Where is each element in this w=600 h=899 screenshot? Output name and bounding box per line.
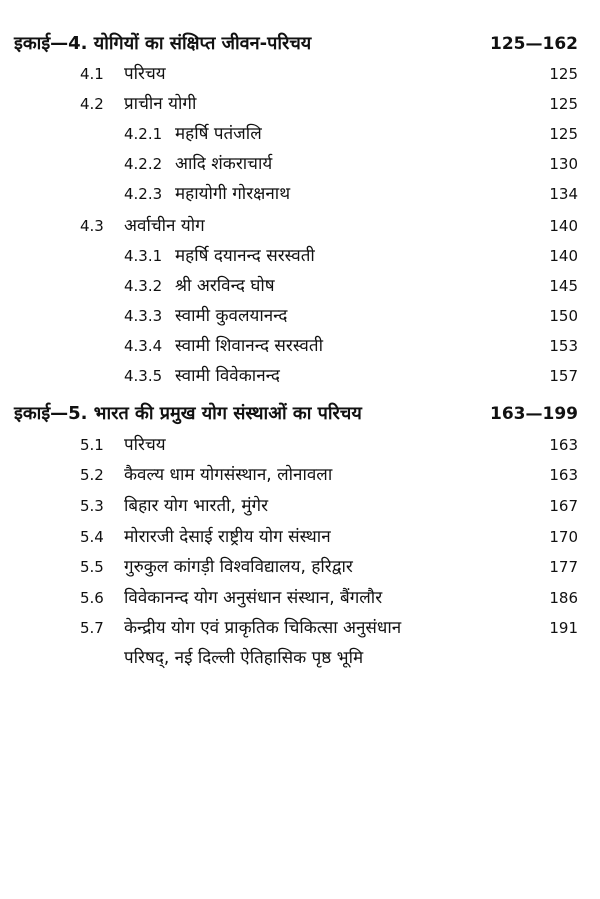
entry-title: विवेकानन्द योग अनुसंधान संस्थान, बैंगलौर xyxy=(124,588,383,608)
toc-entry xyxy=(0,492,600,520)
entry-page: 140 xyxy=(549,217,578,235)
entry-number: 4.1 xyxy=(80,65,104,83)
toc-subentry xyxy=(0,302,600,330)
entry-number: 5.5 xyxy=(80,558,104,576)
unit-title: इकाई—5. भारत की प्रमुख योग संस्थाओं का परिचय xyxy=(14,403,362,424)
toc-subentry xyxy=(0,272,600,300)
entry-number: 4.3.3 xyxy=(124,307,163,325)
toc-entry xyxy=(0,212,600,240)
unit-4-heading xyxy=(0,30,600,58)
entry-page: 186 xyxy=(549,589,578,607)
entry-page: 125 xyxy=(549,125,578,143)
toc-subentry xyxy=(0,150,600,178)
entry-page: 125 xyxy=(549,95,578,113)
entry-title: मोरारजी देसाई राष्ट्रीय योग संस्थान xyxy=(124,527,331,547)
entry-number: 4.3.4 xyxy=(124,337,163,355)
entry-page: 130 xyxy=(549,155,578,173)
unit-page-range: 163—199 xyxy=(490,404,578,424)
entry-number: 5.6 xyxy=(80,589,104,607)
entry-number: 4.2.2 xyxy=(124,155,163,173)
entry-number: 5.3 xyxy=(80,497,104,515)
unit-title: इकाई—4. योगियों का संक्षिप्त जीवन-परिचय xyxy=(14,33,312,54)
entry-page: 150 xyxy=(549,307,578,325)
entry-number: 4.2 xyxy=(80,95,104,113)
entry-number: 4.3.1 xyxy=(124,247,163,265)
entry-title: स्वामी शिवानन्द सरस्वती xyxy=(175,336,323,356)
unit-5-heading xyxy=(0,400,600,428)
toc-subentry xyxy=(0,362,600,390)
toc-entry xyxy=(0,523,600,551)
entry-title: कैवल्य धाम योगसंस्थान, लोनावला xyxy=(124,465,333,485)
entry-title: अर्वाचीन योग xyxy=(124,216,205,236)
entry-title: बिहार योग भारती, मुंगेर xyxy=(124,496,269,516)
entry-title: परिचय xyxy=(124,64,166,84)
entry-title: स्वामी विवेकानन्द xyxy=(175,366,280,386)
entry-title-continuation: परिषद्, नई दिल्ली ऐतिहासिक पृष्ठ भूमि xyxy=(124,648,364,668)
entry-page: 191 xyxy=(549,619,578,637)
entry-title: स्वामी कुवलयानन्द xyxy=(175,306,288,326)
toc-entry xyxy=(0,461,600,489)
unit-page-range: 125—162 xyxy=(490,34,578,54)
toc-subentry xyxy=(0,180,600,208)
entry-page: 163 xyxy=(549,436,578,454)
toc-entry-continuation xyxy=(0,644,600,672)
entry-number: 4.3.5 xyxy=(124,367,163,385)
entry-page: 125 xyxy=(549,65,578,83)
toc-entry xyxy=(0,584,600,612)
toc-entry xyxy=(0,614,600,642)
entry-title: प्राचीन योगी xyxy=(124,94,197,114)
toc-subentry xyxy=(0,332,600,360)
entry-number: 4.2.3 xyxy=(124,185,163,203)
entry-title: गुरुकुल कांगड़ी विश्वविद्यालय, हरिद्वार xyxy=(124,557,353,577)
entry-page: 153 xyxy=(549,337,578,355)
entry-title: महायोगी गोरक्षनाथ xyxy=(175,184,291,204)
entry-page: 134 xyxy=(549,185,578,203)
toc-entry xyxy=(0,553,600,581)
entry-page: 157 xyxy=(549,367,578,385)
entry-page: 163 xyxy=(549,466,578,484)
entry-page: 145 xyxy=(549,277,578,295)
entry-number: 5.7 xyxy=(80,619,104,637)
entry-number: 4.3.2 xyxy=(124,277,163,295)
entry-title: परिचय xyxy=(124,435,166,455)
entry-number: 5.4 xyxy=(80,528,104,546)
entry-title: महर्षि पतंजलि xyxy=(175,124,262,144)
entry-title: केन्द्रीय योग एवं प्राकृतिक चिकित्सा अनुसंधान xyxy=(124,618,402,638)
entry-page: 177 xyxy=(549,558,578,576)
toc-entry xyxy=(0,431,600,459)
entry-number: 5.2 xyxy=(80,466,104,484)
entry-number: 5.1 xyxy=(80,436,104,454)
toc-entry xyxy=(0,90,600,118)
entry-title: महर्षि दयानन्द सरस्वती xyxy=(175,246,315,266)
entry-page: 140 xyxy=(549,247,578,265)
toc-subentry xyxy=(0,242,600,270)
entry-page: 167 xyxy=(549,497,578,515)
toc-entry xyxy=(0,60,600,88)
entry-page: 170 xyxy=(549,528,578,546)
entry-number: 4.3 xyxy=(80,217,104,235)
entry-title: श्री अरविन्द घोष xyxy=(175,276,275,296)
entry-number: 4.2.1 xyxy=(124,125,163,143)
toc-subentry xyxy=(0,120,600,148)
entry-title: आदि शंकराचार्य xyxy=(175,154,273,174)
